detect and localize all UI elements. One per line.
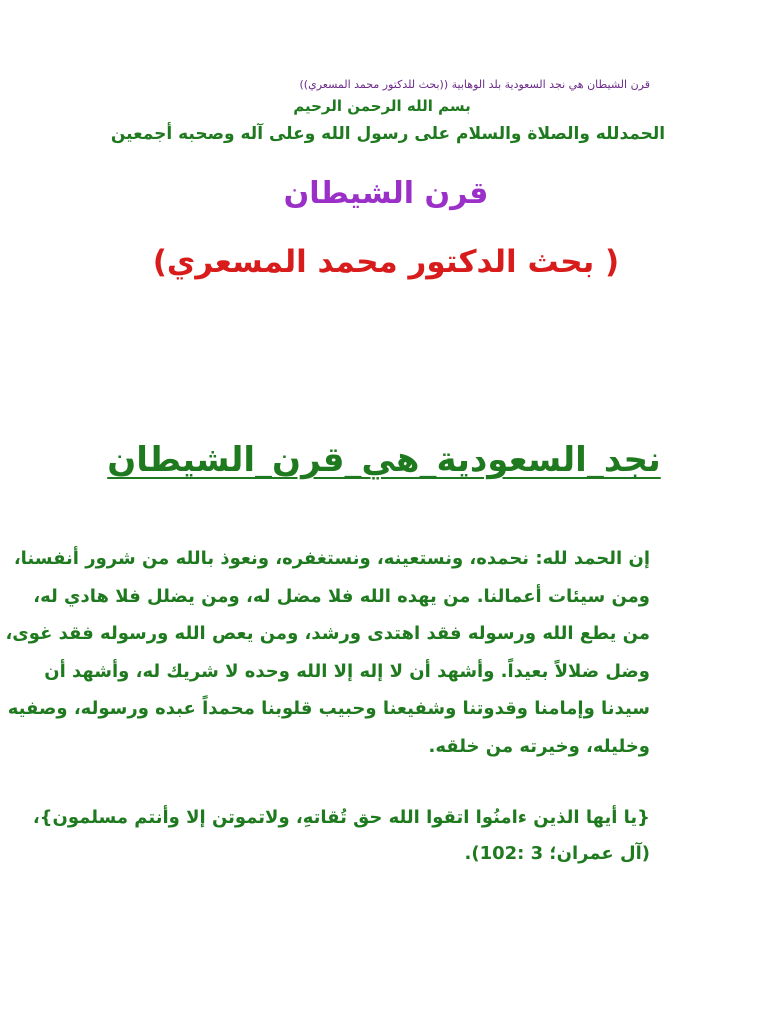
paragraph-line: سيدنا وإمامنا وقدوتنا وشفيعنا وحبيب قلوبنا محمداً عبده ورسوله، وصفيه [7, 698, 650, 719]
document-subtitle: ( بحث الدكتور محمد المسعري) [152, 244, 620, 280]
verse-line: {يا أيها الذين ءامنُوا اتقوا الله حق تُقاتهِ، ولاتموتن إلا وأنتم مسلمون}، [32, 807, 650, 828]
document-title: قرن الشيطان [283, 176, 489, 211]
paragraph-line: من يطع الله ورسوله فقد اهتدى ورشد، ومن يعص الله ورسوله فقد غوى، [5, 623, 650, 644]
section-heading: نجد_السعودية_هي_قرن_الشيطان [107, 440, 661, 480]
paragraph-line: إن الحمد لله: نحمده، ونستعينه، ونستغفره، ونعوذ بالله من شرور أنفسنا، [13, 548, 650, 569]
quran-verse [32, 800, 650, 872]
body-paragraph [5, 540, 650, 765]
paragraph-line: ومن سيئات أعمالنا. من يهده الله فلا مضل له، ومن يضلل فلا هادي له، [33, 585, 650, 607]
hamdala: الحمدلله والصلاة والسلام على رسول الله وعلى آله وصحبه أجمعين [110, 124, 666, 144]
paragraph-line: وخليله، وخيرته من خلقه. [428, 735, 650, 757]
paragraph-line: وضل ضلالاً بعيداً. وأشهد أن لا إله إلا الله وحده لا شريك له، وأشهد أن [44, 660, 650, 682]
verse-reference: (آل عمران؛ 3 :102). [464, 843, 650, 864]
basmala: بسم الله الرحمن الرحيم [293, 97, 471, 115]
running-header: قرن الشيطان هي نجد السعودية بلد الوهابية ((بحث للدكتور محمد المسعري)) [299, 78, 650, 91]
